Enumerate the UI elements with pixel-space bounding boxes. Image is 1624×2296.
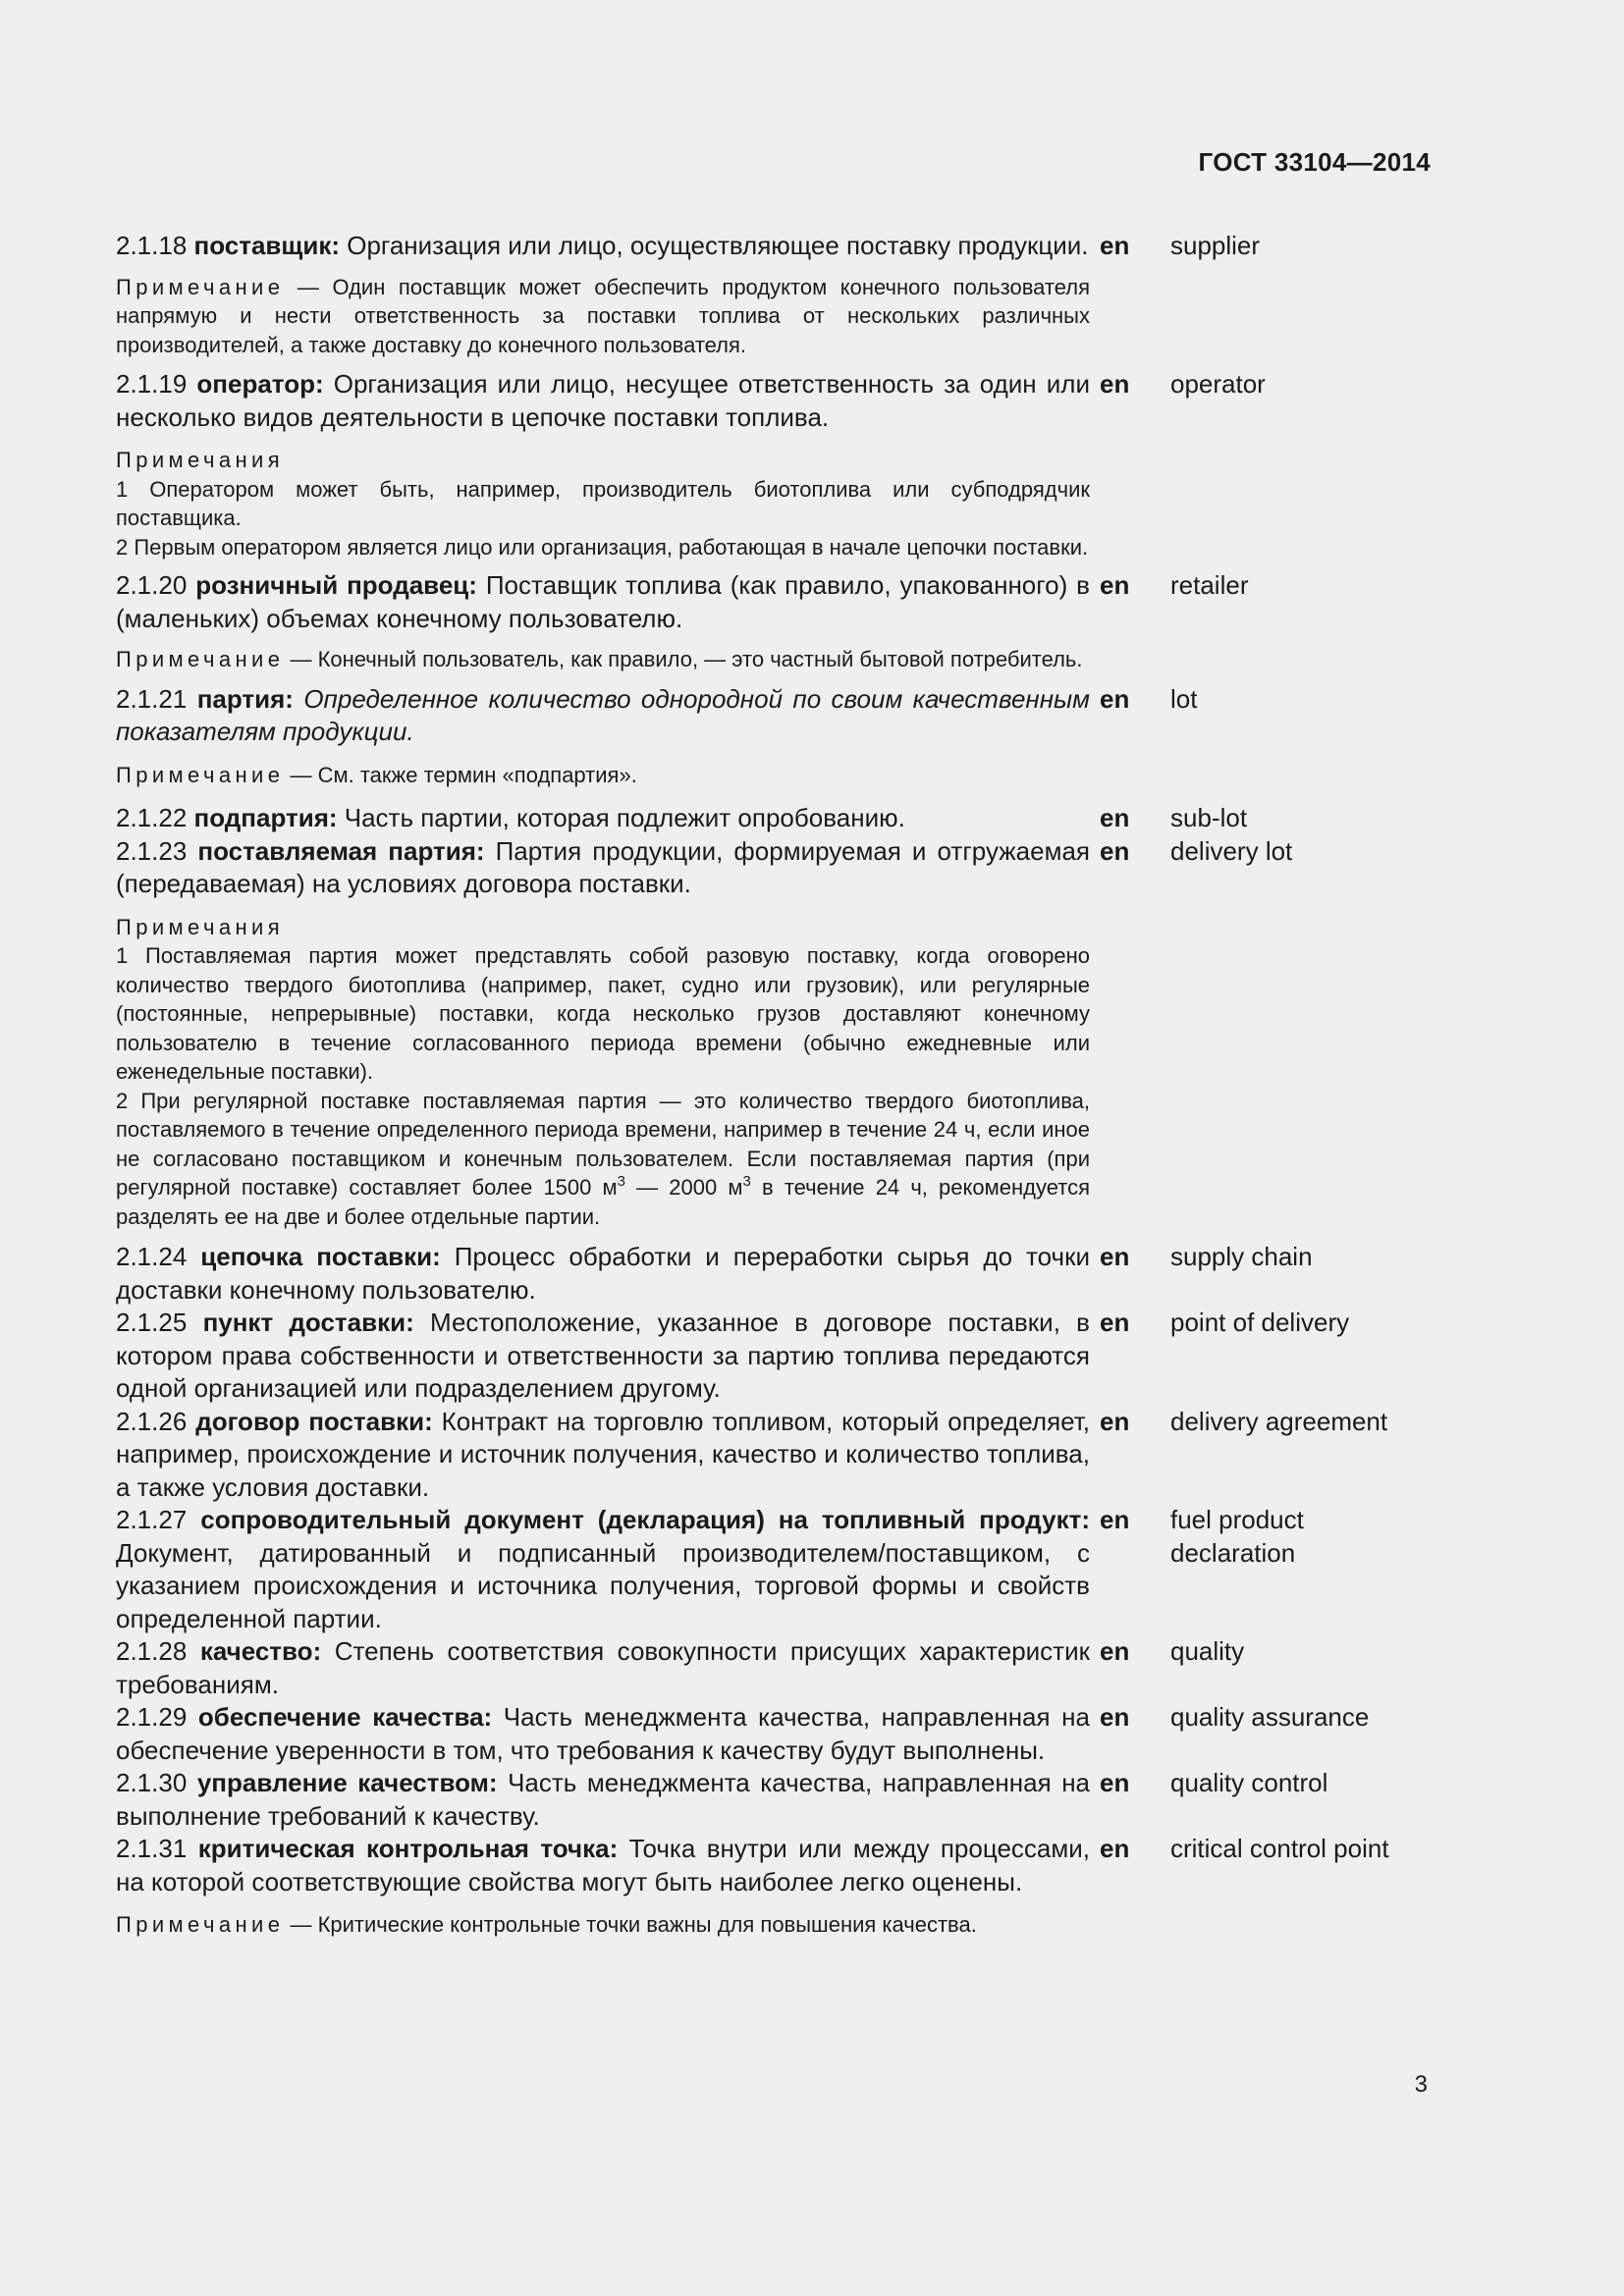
english-term: delivery agreement bbox=[1170, 1406, 1388, 1436]
term-entry-2-1-31 bbox=[116, 1833, 1441, 1898]
language-code: en bbox=[1100, 1505, 1130, 1534]
note-text: См. также термин «подпартия». bbox=[317, 762, 637, 787]
term-name: цепочка поставки: bbox=[200, 1242, 441, 1271]
note-2-1-21: Примечание — См. также термин «подпартия». bbox=[116, 762, 637, 787]
term-entry-2-1-29 bbox=[116, 1701, 1441, 1767]
language-code: en bbox=[1100, 683, 1130, 714]
language-code: en bbox=[1100, 835, 1130, 866]
english-term: delivery lot bbox=[1170, 835, 1293, 866]
term-name: поставляемая партия: bbox=[197, 835, 485, 866]
english-term: critical control point bbox=[1170, 1834, 1389, 1863]
page-number: 3 bbox=[1414, 2071, 1428, 2098]
language-code: en bbox=[1100, 1406, 1130, 1436]
term-name: пункт доставки: bbox=[202, 1308, 414, 1337]
english-term: supply chain bbox=[1170, 1242, 1313, 1271]
term-definition: Процесс обработки и переработки сырья до точки доставки конечному пользователю. bbox=[116, 1242, 1090, 1305]
term-number: 2.1.30 bbox=[116, 1768, 188, 1797]
term-name: договор поставки: bbox=[195, 1406, 433, 1436]
language-code: en bbox=[1100, 570, 1130, 600]
english-term: sub-lot bbox=[1170, 803, 1248, 832]
term-number: 2.1.19 bbox=[116, 369, 188, 399]
note-2-1-20: Примечание — Конечный пользователь, как правило, — это частный бытовой потребитель. bbox=[116, 647, 1083, 671]
note-text: Один поставщик может обеспечить продуктом конечного пользователя напрямую и нести ответственность за поставки топлива от нескольких различных производителей, а также доставку до конечного пользователя. bbox=[116, 274, 1091, 357]
term-number: 2.1.26 bbox=[116, 1406, 188, 1436]
note-item: 1 Оператором может быть, например, производитель биотоплива или субподрядчик поставщика. bbox=[116, 476, 1090, 530]
term-entry-2-1-19 bbox=[116, 368, 1441, 434]
english-term: lot bbox=[1170, 683, 1198, 714]
term-entry-2-1-25 bbox=[116, 1307, 1441, 1406]
english-term: point of delivery bbox=[1170, 1308, 1350, 1337]
term-entry-2-1-18 bbox=[116, 230, 1441, 263]
term-definition: Контракт на торговлю топливом, который определяет, например, происхождение и источник получения, качество и количество топлива, а также условия доставки. bbox=[116, 1406, 1090, 1502]
note-label: Примечание bbox=[116, 1912, 285, 1937]
term-name: сопроводительный документ (декларация) на топливный продукт: bbox=[200, 1505, 1090, 1534]
term-number: 2.1.25 bbox=[116, 1308, 188, 1337]
language-code: en bbox=[1100, 1768, 1130, 1797]
language-code: en bbox=[1100, 1702, 1130, 1732]
term-definition: Поставщик топлива (как правило, упакованного) в (маленьких) объемах конечному пользователю. bbox=[116, 570, 1090, 633]
term-definition: Точка внутри или между процессами, на которой соответствующие свойства могут быть наиболее легко оценены. bbox=[116, 1834, 1090, 1896]
term-definition: Часть менеджмента качества, направленная на выполнение требований к качеству. bbox=[116, 1768, 1091, 1831]
term-definition: Степень соответствия совокупности присущих характеристик требованиям. bbox=[116, 1636, 1090, 1699]
notes-label: Примечания bbox=[116, 914, 285, 939]
term-definition: Документ, датированный и подписанный производителем/поставщиком, с указанием происхождения и источника получения, торговой формы и свойств определенной партии. bbox=[116, 1537, 1090, 1633]
note-2-1-18: Примечание — Один поставщик может обеспечить продуктом конечного пользователя напрямую и нести ответственность за поставки топлива от нескольких различных производителей, а также доставку до конечного пользователя. bbox=[116, 274, 1091, 357]
term-number: 2.1.20 bbox=[116, 570, 188, 600]
term-entry-2-1-24 bbox=[116, 1241, 1441, 1307]
term-definition: Организация или лицо, осуществляющее поставку продукции. bbox=[340, 231, 1089, 260]
english-term: fuel product declaration bbox=[1170, 1505, 1304, 1568]
note-text: Конечный пользователь, как правило, — это частный бытовой потребитель. bbox=[317, 647, 1083, 671]
note-item: 1 Поставляемая партия может представлять собой разовую поставку, когда оговорено количество твердого биотоплива (например, пакет, судно или грузовик), или регулярные (постоянные, непрерывные) поставки, когда несколько грузов доставляют конечному пользователю в течение согласованного периода времени (обычно ежедневные или еженедельные поставки). bbox=[116, 943, 1090, 1084]
note-2-1-31: Примечание — Критические контрольные точки важны для повышения качества. bbox=[116, 1912, 977, 1937]
term-entry-2-1-28 bbox=[116, 1635, 1441, 1701]
term-name: поставщик: bbox=[193, 231, 341, 260]
language-code: en bbox=[1100, 1308, 1130, 1337]
english-term: operator bbox=[1170, 369, 1266, 399]
note-label: Примечание bbox=[116, 274, 285, 299]
term-definition: Организация или лицо, несущее ответственность за один или несколько видов деятельности в цепочке поставки топлива. bbox=[116, 369, 1090, 432]
notes-label: Примечания bbox=[116, 448, 285, 472]
term-name: управление качеством: bbox=[196, 1768, 498, 1797]
term-name: розничный продавец: bbox=[195, 570, 477, 600]
terms-list bbox=[116, 230, 1441, 1940]
note-label: Примечание bbox=[116, 762, 285, 787]
term-number: 2.1.31 bbox=[116, 1834, 188, 1863]
language-code: en bbox=[1100, 1834, 1130, 1863]
term-number: 2.1.29 bbox=[116, 1702, 188, 1732]
term-entry-2-1-30 bbox=[116, 1767, 1441, 1833]
term-entry-2-1-27 bbox=[116, 1504, 1441, 1635]
term-number: 2.1.18 bbox=[116, 231, 188, 260]
english-term: quality bbox=[1170, 1636, 1245, 1666]
term-number: 2.1.27 bbox=[116, 1505, 188, 1534]
term-entry-2-1-20 bbox=[116, 569, 1441, 635]
term-number: 2.1.28 bbox=[116, 1636, 188, 1666]
term-number: 2.1.23 bbox=[116, 835, 188, 866]
term-number: 2.1.24 bbox=[116, 1242, 188, 1271]
note-item: 2 Первым оператором является лицо или организация, работающая в начале цепочки поставки. bbox=[116, 534, 1089, 560]
language-code: en bbox=[1100, 1636, 1130, 1666]
language-code: en bbox=[1100, 231, 1130, 260]
language-code: en bbox=[1100, 369, 1130, 399]
term-definition: Местоположение, указанное в договоре поставки, в котором права собственности и ответственности за партию топлива передаются одной организацией или подразделением другому. bbox=[116, 1308, 1090, 1403]
notes-2-1-19 bbox=[116, 446, 1090, 561]
term-name: обеспечение качества: bbox=[197, 1702, 493, 1732]
term-definition: Определенное количество однородной по своим качественным показателям продукции. bbox=[116, 683, 1090, 746]
term-name: качество: bbox=[199, 1636, 322, 1666]
notes-2-1-23 bbox=[116, 913, 1090, 1232]
term-name: партия: bbox=[196, 683, 294, 714]
language-code: en bbox=[1100, 803, 1130, 832]
english-term: quality control bbox=[1170, 1768, 1328, 1797]
english-term: quality assurance bbox=[1170, 1702, 1370, 1732]
term-entry-2-1-26 bbox=[116, 1406, 1441, 1505]
term-entry-2-1-21 bbox=[116, 683, 1441, 749]
term-definition: Часть менеджмента качества, направленная на обеспечение уверенности в том, что требования к качеству будут выполнены. bbox=[116, 1702, 1091, 1765]
note-item: 2 При регулярной поставке поставляемая партия — это количество твердого биотоплива, поставляемого в течение определенного периода времени, например в течение 24 ч, если иное не согласовано поставщиком и конечным пользователем. Если поставляемая партия (при регулярной поставке) составляет более 1500 $м^3$ — 2000 $м^3$ в течение 24 ч, рекомендуется разделять ее на две и более отдельные партии. bbox=[116, 1088, 1090, 1229]
term-definition: Партия продукции, формируемая и отгружаемая (передаваемая) на условиях договора поставки. bbox=[116, 835, 1090, 898]
standard-code: ГОСТ 33104—2014 bbox=[1198, 147, 1431, 177]
note-text: Критические контрольные точки важны для повышения качества. bbox=[317, 1912, 977, 1937]
term-number: 2.1.21 bbox=[116, 683, 188, 714]
note-label: Примечание bbox=[116, 647, 285, 671]
term-number: 2.1.22 bbox=[116, 803, 188, 832]
english-term: retailer bbox=[1170, 570, 1249, 600]
term-entry-2-1-23 bbox=[116, 835, 1441, 901]
english-term: supplier bbox=[1170, 231, 1261, 260]
term-name: оператор: bbox=[196, 369, 324, 399]
term-name: подпартия: bbox=[193, 803, 338, 832]
language-code: en bbox=[1100, 1242, 1130, 1271]
term-name: критическая контрольная точка: bbox=[197, 1834, 619, 1863]
term-definition: Часть партии, которая подлежит опробованию. bbox=[337, 803, 905, 832]
term-entry-2-1-22 bbox=[116, 802, 1441, 835]
